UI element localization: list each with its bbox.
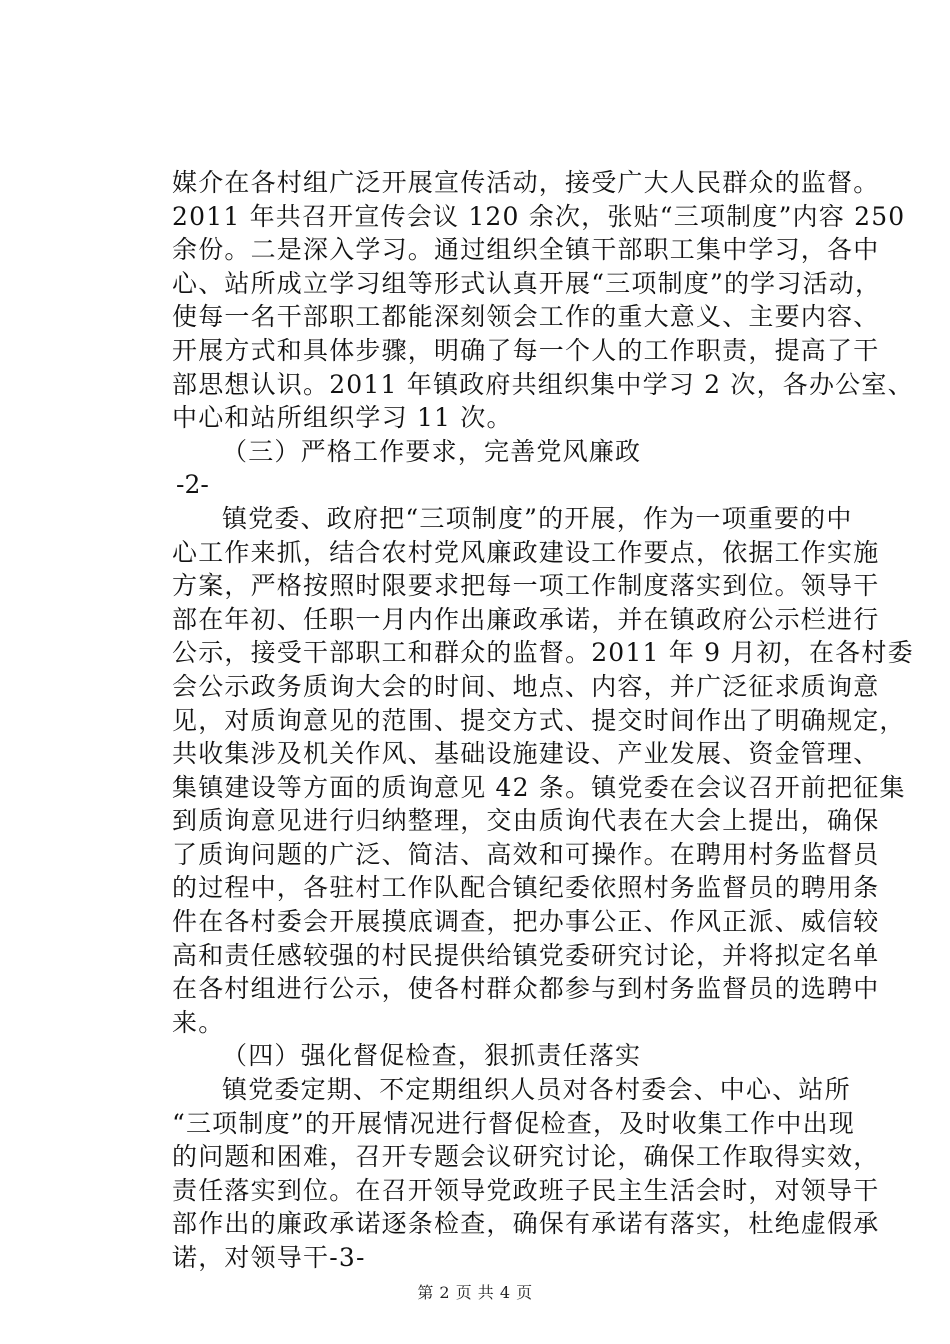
page-footer: 第 2 页 共 4 页 [417,1283,533,1302]
body-line: 部思想认识。2011 年镇政府共组织集中学习 2 次，各办公室、 [172,369,914,399]
body-line: 余份。二是深入学习。通过组织全镇干部职工集中学习，各中 [172,235,880,265]
body-line: 到质询意见进行归纳整理，交由质询代表在大会上提出，确保 [172,806,880,836]
body-line: 心工作来抓，结合农村党风廉政建设工作要点，依据工作实施 [172,537,880,567]
body-line: 会公示政务质询大会的时间、地点、内容，并广泛征求质询意 [172,671,880,701]
body-line: 中心和站所组织学习 11 次。 [172,403,513,433]
body-line: 见，对质询意见的范围、提交方式、提交时间作出了明确规定， [172,705,906,735]
body-line: 镇党委、政府把“三项制度”的开展，作为一项重要的中 [222,503,853,533]
body-line: 2011 年共召开宣传会议 120 余次，张贴“三项制度”内容 250 [172,201,906,231]
body-line: 心、站所成立学习组等形式认真开展“三项制度”的学习活动， [172,268,882,298]
body-line: 共收集涉及机关作风、基础设施建设、产业发展、资金管理、 [172,739,880,769]
body-line: 镇党委定期、不定期组织人员对各村委会、中心、站所 [222,1075,851,1105]
body-line: 媒介在各村组广泛开展宣传活动，接受广大人民群众的监督。 [172,168,880,197]
body-line: 件在各村委会开展摸底调查，把办事公正、作风正派、威信较 [172,907,880,937]
body-line: 公示，接受干部职工和群众的监督。2011 年 9 月初，在各村委 [172,638,914,668]
body-line: 的过程中，各驻村工作队配合镇纪委依照村务监督员的聘用条 [172,873,880,903]
body-line: 诺，对领导干-3- [172,1243,366,1272]
body-line: 高和责任感较强的村民提供给镇党委研究讨论，并将拟定名单 [172,940,880,970]
body-line: 方案，严格按照时限要求把每一项工作制度落实到位。领导干 [172,571,880,601]
body-line: 集镇建设等方面的质询意见 42 条。镇党委在会议召开前把征集 [172,772,906,802]
body-line: 了质询问题的广泛、简洁、高效和可操作。在聘用村务监督员 [172,839,880,869]
body-line: 开展方式和具体步骤，明确了每一个人的工作职责，提高了干 [172,335,880,365]
body-line: 部作出的廉政承诺逐条检查，确保有承诺有落实，杜绝虚假承 [172,1209,880,1239]
body-line: 使每一名干部职工都能深刻领会工作的重大意义、主要内容、 [172,302,880,332]
body-line: 的问题和困难，召开专题会议研究讨论，确保工作取得实效， [172,1142,880,1172]
body-line: 来。 [172,1007,225,1037]
body-line: “三项制度”的开展情况进行督促检查，及时收集工作中出现 [172,1108,855,1138]
section-heading-3: （三）严格工作要求，完善党风廉政 [222,436,642,466]
page-marker: -2- [176,470,209,500]
section-heading-4: （四）强化督促检查，狠抓责任落实 [222,1041,642,1071]
body-line: 部在年初、任职一月内作出廉政承诺，并在镇政府公示栏进行 [172,604,880,634]
body-line: 在各村组进行公示，使各村群众都参与到村务监督员的选聘中 [172,974,880,1004]
document-body [172,166,914,1275]
body-line: 责任落实到位。在召开领导党政班子民主生活会时，对领导干 [172,1175,880,1205]
